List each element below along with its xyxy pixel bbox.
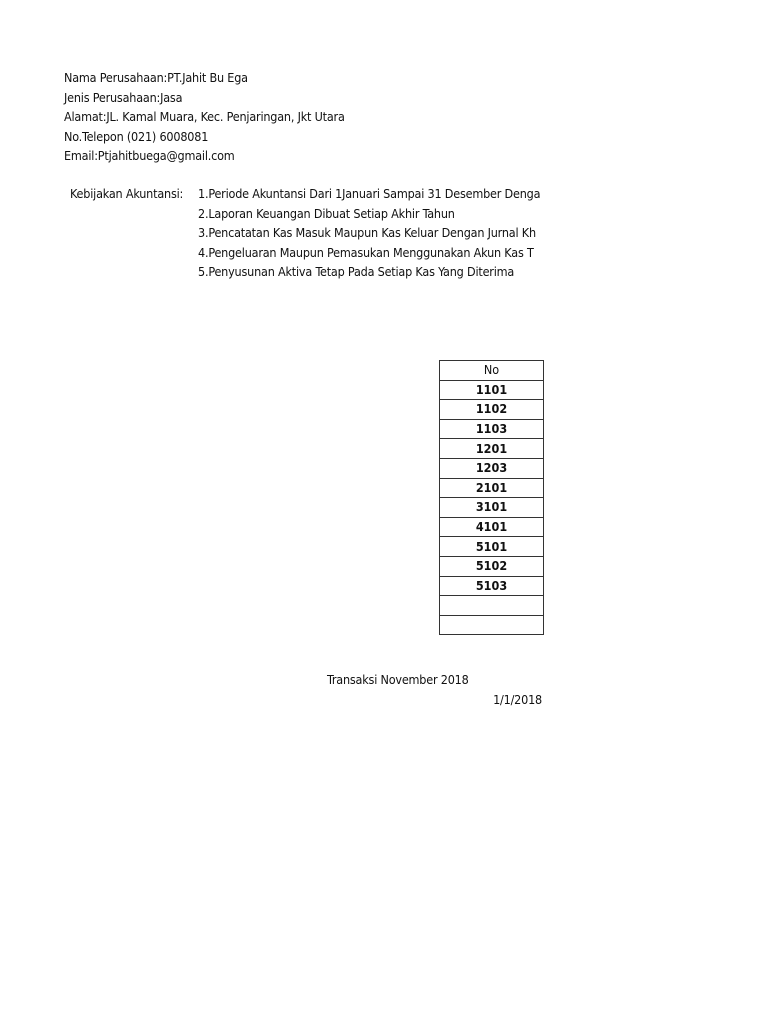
account-number-cell: 1103: [440, 419, 544, 439]
table-row: [440, 576, 544, 596]
company-name: Nama Perusahaan:PT.Jahit Bu Ega: [64, 70, 248, 85]
policy-item: 2.Laporan Keuangan Dibuat Setiap Akhir Tahun: [198, 206, 455, 221]
table-row: [440, 517, 544, 537]
table-row: [440, 478, 544, 498]
account-number-cell: 4101: [440, 517, 544, 537]
policy-item: 3.Pencatatan Kas Masuk Maupun Kas Keluar Dengan Jurnal Kh: [198, 225, 536, 240]
table-header-row: [440, 361, 544, 381]
column-header-no: No: [440, 361, 544, 381]
table-row: [440, 458, 544, 478]
account-number-cell: 1201: [440, 439, 544, 459]
transaction-title: Transaksi November 2018: [327, 672, 469, 687]
account-number-cell: 5101: [440, 537, 544, 557]
company-address: Alamat:JL. Kamal Muara, Kec. Penjaringan, Jkt Utara: [64, 109, 345, 124]
account-number-table: [439, 360, 544, 635]
account-number-cell: 5102: [440, 556, 544, 576]
empty-cell: [440, 615, 544, 635]
table-row: [440, 537, 544, 557]
table-row: [440, 498, 544, 518]
table-row: [440, 615, 544, 635]
policy-label: Kebijakan Akuntansi:: [70, 186, 184, 201]
policy-item: 1.Periode Akuntansi Dari 1Januari Sampai 31 Desember Denga: [198, 186, 541, 201]
table-row: [440, 419, 544, 439]
company-phone: No.Telepon (021) 6008081: [64, 129, 209, 144]
account-number-cell: 1101: [440, 380, 544, 400]
account-number-cell: 3101: [440, 498, 544, 518]
table-row: [440, 439, 544, 459]
policy-list: [198, 186, 544, 286]
table-row: [440, 380, 544, 400]
policy-item: 4.Pengeluaran Maupun Pemasukan Menggunakan Akun Kas T: [198, 245, 534, 260]
table-row: [440, 400, 544, 420]
empty-cell: [440, 596, 544, 616]
transaction-date: 1/1/2018: [493, 692, 542, 707]
company-email: Email:Ptjahitbuega@gmail.com: [64, 148, 235, 163]
company-type: Jenis Perusahaan:Jasa: [64, 90, 183, 105]
account-number-cell: 1102: [440, 400, 544, 420]
table-row: [440, 556, 544, 576]
table-row: [440, 596, 544, 616]
account-number-cell: 1203: [440, 458, 544, 478]
policy-item: 5.Penyusunan Aktiva Tetap Pada Setiap Kas Yang Diterima: [198, 264, 515, 279]
account-number-cell: 2101: [440, 478, 544, 498]
account-number-cell: 5103: [440, 576, 544, 596]
